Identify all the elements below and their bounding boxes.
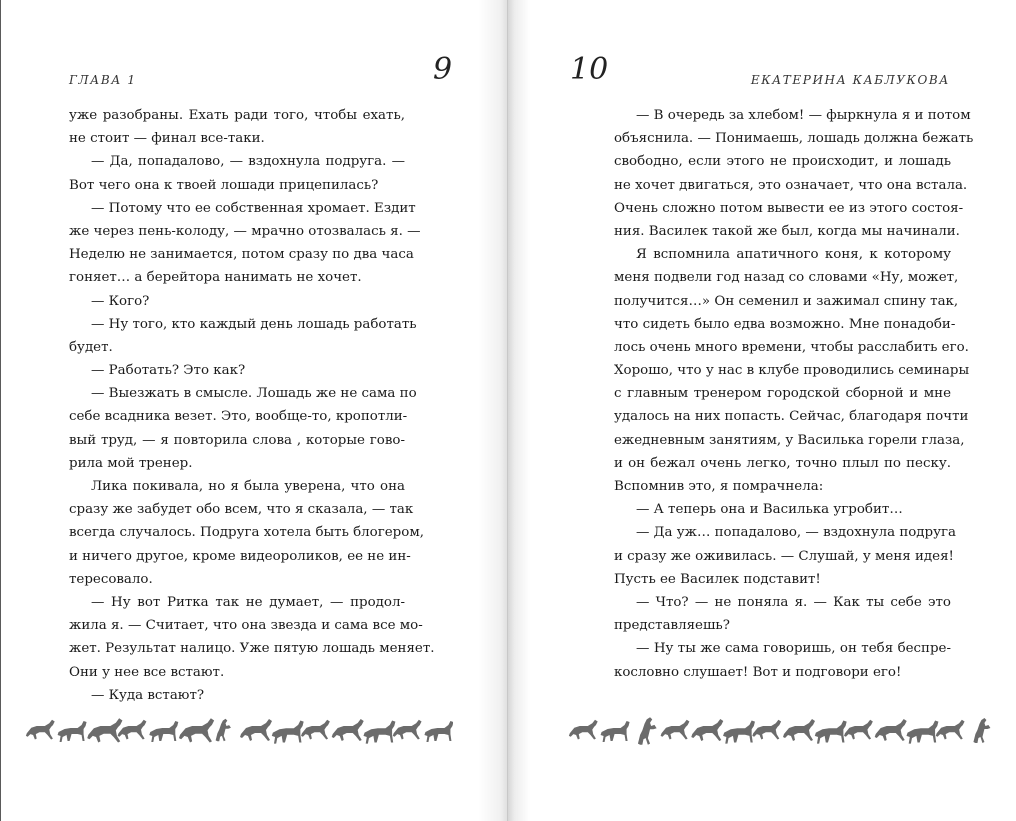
horse-silhouette-icon — [906, 721, 938, 744]
text-line: себе всадника везет. Это, вообще-то, кропотли- — [69, 409, 408, 425]
text-line: — Кого? — [91, 293, 150, 309]
text-line: жет. Результат налицо. Уже пятую лошадь меняет. — [69, 641, 435, 657]
book-spine — [507, 0, 508, 821]
horse-silhouette-icon — [875, 719, 907, 741]
text-line: — Что? — не поняла я. — Как ты себе это — [636, 594, 951, 610]
horse-silhouette-icon — [301, 720, 330, 740]
horse-silhouette-icon — [149, 721, 178, 742]
text-line: будет. — [69, 339, 113, 355]
text-line: Вспомнив это, я помрачнела: — [614, 479, 824, 494]
horse-silhouette-icon — [179, 718, 214, 742]
text-line: лось очень много времени, чтобы расслабить его. — [614, 339, 969, 355]
text-line: сразу же забудет обо всем, что я сказала, — так — [69, 502, 414, 518]
text-line: уже разобраны. Ехать ради того, чтобы ехать, — [69, 108, 405, 123]
text-line: Пусть ее Василек подставит! — [614, 571, 821, 587]
horse-silhouette-icon — [216, 719, 231, 742]
horse-silhouettes — [568, 712, 996, 748]
horse-silhouette-icon — [723, 721, 755, 744]
horse-silhouette-icon — [752, 720, 781, 740]
text-line: — Работать? Это как? — [91, 363, 246, 379]
horse-silhouette-icon — [58, 721, 87, 742]
horse-silhouette-icon — [844, 720, 873, 740]
horse-silhouette-icon — [638, 717, 657, 745]
horse-silhouette-icon — [240, 719, 272, 741]
text-line: — Да, попадалово, — вздохнула подруга. — — [91, 154, 405, 170]
horse-silhouette-icon — [936, 720, 965, 740]
horse-silhouette-icon — [973, 718, 990, 743]
horse-silhouette-icon — [601, 721, 630, 742]
text-line: жила я. — Считает, что она звезда и сама все мо- — [69, 618, 423, 634]
text-line: меня подвели год назад со словами «Ну, может, — [614, 270, 959, 286]
text-line: — Потому что ее собственная хромает. Ездит — [91, 200, 416, 216]
text-line: ежедневным занятиям, у Василька горели глаза, — [614, 432, 965, 448]
text-line: Они у нее все встают. — [69, 664, 225, 680]
text-line: и ничего другое, кроме видеороликов, ее не ин- — [69, 548, 411, 564]
horse-border-right — [568, 712, 996, 748]
page-number-right: 10 — [570, 52, 609, 87]
text-line: и он бежал очень легко, точно плыл по песку. — [614, 455, 951, 471]
text-line: Неделю не занимается, потом сразу по два часа — [69, 247, 414, 263]
running-head-right: ЕКАТЕРИНА КАБЛУКОВА — [750, 73, 950, 87]
text-line: и сразу же оживилась. — Слушай, у меня идея! — [614, 548, 954, 564]
text-line: — Ну ты же сама говоришь, он тебя беспре- — [636, 641, 951, 657]
text-line: же через пень-колоду, — мрачно отозвалась я. — — [69, 223, 421, 239]
text-line: — В очередь за хлебом! — фыркнула я и потом — [636, 108, 971, 123]
text-line: тересовало. — [69, 571, 153, 587]
horse-silhouette-icon — [569, 720, 598, 740]
horse-silhouette-icon — [783, 719, 815, 741]
text-line: Я вспомнила апатичного коня, к которому — [636, 247, 951, 263]
page-number-left: 9 — [433, 52, 453, 87]
left-page-body — [69, 104, 435, 707]
text-line: с главным тренером городской сборной и мне — [614, 386, 951, 402]
horse-silhouette-icon — [332, 719, 364, 741]
horse-silhouette-icon — [393, 720, 422, 740]
right-page-body — [614, 104, 974, 684]
horse-silhouette-icon — [118, 720, 147, 740]
text-line: всегда случалось. Подруга хотела быть блогером, — [69, 525, 424, 541]
text-line: объяснила. — Понимаешь, лошадь должна бежать — [614, 131, 974, 147]
text-line: Очень сложно потом вывести ее из этого состоя- — [614, 200, 964, 216]
text-line: Хорошо, что у нас в клубе проводились семинары — [614, 363, 970, 379]
horse-silhouette-icon — [691, 719, 723, 741]
text-line: удалось на них попасть. Сейчас, благодаря почти — [614, 409, 969, 425]
horse-silhouette-icon — [363, 721, 395, 744]
text-line: — Ну вот Ритка так не думает, — продол- — [91, 594, 405, 610]
text-line: Лика покивала, но я была уверена, что она — [91, 479, 405, 494]
text-line: гоняет… а берейтора нанимать не хочет. — [69, 270, 362, 286]
text-line: вый труд, — я повторила слова , которые гово- — [69, 432, 405, 448]
text-line: представляешь? — [614, 618, 730, 634]
horse-border-left — [25, 712, 453, 748]
text-line: что сидеть было едва возможно. Мне понадоби- — [614, 316, 956, 332]
text-line: — А теперь она и Василька угробит… — [636, 502, 903, 518]
text-line: получится…» Он семенил и зажимал спину так, — [614, 293, 959, 309]
horse-silhouette-icon — [424, 721, 453, 742]
text-line: — Куда встают? — [91, 687, 205, 703]
text-line: не стоит — финал все-таки. — [69, 131, 265, 147]
text-line: кословно слушает! Вот и подговори его! — [614, 664, 902, 680]
horse-silhouette-icon — [815, 721, 847, 744]
text-line: — Выезжать в смысле. Лошадь же не сама по — [91, 386, 417, 402]
text-line: Вот чего она к твоей лошади прицепилась? — [69, 177, 379, 193]
text-line: рила мой тренер. — [69, 455, 193, 471]
text-line: — Ну того, кто каждый день лошадь работать — [91, 316, 417, 332]
horse-silhouette-icon — [26, 720, 55, 740]
horse-silhouette-icon — [87, 718, 122, 742]
right-page — [508, 0, 1016, 821]
running-head-left: ГЛАВА 1 — [69, 73, 137, 87]
horse-silhouette-icon — [272, 721, 304, 744]
text-line: ния. Василек такой же был, когда мы начинали. — [614, 223, 960, 239]
horse-silhouettes — [25, 712, 453, 748]
horse-silhouette-icon — [661, 720, 690, 740]
text-line: — Да уж… попадалово, — вздохнула подруга — [636, 525, 957, 541]
text-line: не хочет двигаться, это означает, что она встала. — [614, 177, 968, 193]
text-line: свободно, если этого не происходит, и лошадь — [614, 154, 951, 170]
